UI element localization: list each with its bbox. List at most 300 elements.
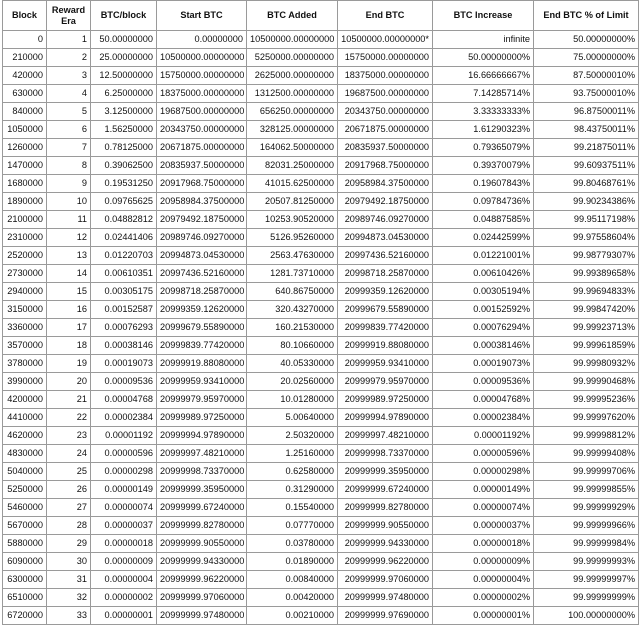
end-btc-percent-cell: 99.99389658% [534, 265, 639, 283]
block-cell: 420000 [3, 67, 47, 85]
btc-added-cell: 5250000.00000000 [247, 49, 338, 67]
reward-era-cell: 19 [47, 355, 91, 373]
table-row [3, 229, 639, 247]
start-btc-cell: 20979492.18750000 [157, 211, 247, 229]
btc-added-cell: 20507.81250000 [247, 193, 338, 211]
table-row [3, 265, 639, 283]
btc-added-cell: 0.07770000 [247, 517, 338, 535]
end-btc-percent-cell: 93.75000010% [534, 85, 639, 103]
table-row [3, 373, 639, 391]
start-btc-cell: 20999989.97250000 [157, 409, 247, 427]
block-cell: 1470000 [3, 157, 47, 175]
btc-per-block-cell: 0.00000004 [91, 571, 157, 589]
start-btc-cell: 18375000.00000000 [157, 85, 247, 103]
end-btc-percent-cell: 99.99923713% [534, 319, 639, 337]
btc-per-block-cell: 0.00610351 [91, 265, 157, 283]
start-btc-cell: 20999999.35950000 [157, 481, 247, 499]
btc-increase-cell: 0.00000037% [433, 517, 534, 535]
end-btc-percent-cell: 99.99990468% [534, 373, 639, 391]
btc-added-cell: 82031.25000000 [247, 157, 338, 175]
btc-added-cell: 0.15540000 [247, 499, 338, 517]
btc-per-block-cell: 0.01220703 [91, 247, 157, 265]
end-btc-percent-cell: 99.99999997% [534, 571, 639, 589]
table-row [3, 157, 639, 175]
end-btc-cell: 20835937.50000000 [338, 139, 433, 157]
btc-added-cell: 0.00840000 [247, 571, 338, 589]
reward-era-cell: 15 [47, 283, 91, 301]
reward-era-cell: 9 [47, 175, 91, 193]
block-cell: 6300000 [3, 571, 47, 589]
block-cell: 5670000 [3, 517, 47, 535]
btc-increase-cell: 0.04887585% [433, 211, 534, 229]
table-row [3, 463, 639, 481]
end-btc-percent-cell: 100.00000000% [534, 607, 639, 625]
btc-increase-cell: 0.19607843% [433, 175, 534, 193]
start-btc-cell: 20999979.95970000 [157, 391, 247, 409]
table-row [3, 193, 639, 211]
btc-added-cell: 41015.62500000 [247, 175, 338, 193]
reward-era-cell: 33 [47, 607, 91, 625]
start-btc-cell: 20343750.00000000 [157, 121, 247, 139]
btc-per-block-cell: 0.00000596 [91, 445, 157, 463]
start-btc-cell: 10500000.00000000 [157, 49, 247, 67]
btc-increase-cell: 0.79365079% [433, 139, 534, 157]
reward-era-cell: 28 [47, 517, 91, 535]
start-btc-cell: 20999999.82780000 [157, 517, 247, 535]
table-row [3, 589, 639, 607]
end-btc-percent-cell: 99.99980932% [534, 355, 639, 373]
end-btc-percent-cell: 99.99999929% [534, 499, 639, 517]
reward-era-cell: 29 [47, 535, 91, 553]
block-cell: 4830000 [3, 445, 47, 463]
header-btc-per-block: BTC/block [91, 1, 157, 31]
btc-added-cell: 164062.50000000 [247, 139, 338, 157]
table-row [3, 49, 639, 67]
reward-era-cell: 17 [47, 319, 91, 337]
start-btc-cell: 20917968.75000000 [157, 175, 247, 193]
block-cell: 6090000 [3, 553, 47, 571]
table-row [3, 67, 639, 85]
start-btc-cell: 20999959.93410000 [157, 373, 247, 391]
end-btc-cell: 20999839.77420000 [338, 319, 433, 337]
end-btc-cell: 20671875.00000000 [338, 121, 433, 139]
btc-increase-cell: 0.00002384% [433, 409, 534, 427]
block-cell: 3990000 [3, 373, 47, 391]
end-btc-cell: 20989746.09270000 [338, 211, 433, 229]
block-cell: 2100000 [3, 211, 47, 229]
header-end-btc-percent: End BTC % of Limit [534, 1, 639, 31]
end-btc-cell: 20979492.18750000 [338, 193, 433, 211]
end-btc-cell: 20999999.97060000 [338, 571, 433, 589]
btc-supply-table [2, 0, 639, 625]
end-btc-cell: 20999999.97480000 [338, 589, 433, 607]
end-btc-percent-cell: 99.99999855% [534, 481, 639, 499]
btc-added-cell: 10253.90520000 [247, 211, 338, 229]
table-row [3, 247, 639, 265]
table-row [3, 337, 639, 355]
end-btc-cell: 20998718.25870000 [338, 265, 433, 283]
reward-era-cell: 22 [47, 409, 91, 427]
table-row [3, 553, 639, 571]
btc-per-block-cell: 0.00019073 [91, 355, 157, 373]
start-btc-cell: 15750000.00000000 [157, 67, 247, 85]
table-row [3, 517, 639, 535]
btc-per-block-cell: 0.00000018 [91, 535, 157, 553]
table-row [3, 139, 639, 157]
block-cell: 1050000 [3, 121, 47, 139]
btc-increase-cell: 3.33333333% [433, 103, 534, 121]
btc-added-cell: 5.00640000 [247, 409, 338, 427]
btc-per-block-cell: 3.12500000 [91, 103, 157, 121]
btc-increase-cell: 0.00000002% [433, 589, 534, 607]
header-reward-era: Reward Era [47, 1, 91, 31]
btc-per-block-cell: 0.09765625 [91, 193, 157, 211]
end-btc-percent-cell: 99.99694833% [534, 283, 639, 301]
btc-per-block-cell: 0.19531250 [91, 175, 157, 193]
block-cell: 3360000 [3, 319, 47, 337]
header-start-btc: Start BTC [157, 1, 247, 31]
btc-increase-cell: 0.00000001% [433, 607, 534, 625]
end-btc-cell: 15750000.00000000 [338, 49, 433, 67]
btc-added-cell: 0.31290000 [247, 481, 338, 499]
reward-era-cell: 8 [47, 157, 91, 175]
btc-per-block-cell: 0.00000149 [91, 481, 157, 499]
block-cell: 3780000 [3, 355, 47, 373]
btc-increase-cell: 0.00000009% [433, 553, 534, 571]
end-btc-cell: 19687500.00000000 [338, 85, 433, 103]
btc-increase-cell: 0.01221001% [433, 247, 534, 265]
end-btc-cell: 20999999.35950000 [338, 463, 433, 481]
end-btc-cell: 20999959.93410000 [338, 355, 433, 373]
btc-added-cell: 328125.00000000 [247, 121, 338, 139]
btc-added-cell: 10500000.00000000 [247, 31, 338, 49]
btc-increase-cell: 0.09784736% [433, 193, 534, 211]
end-btc-cell: 20997436.52160000 [338, 247, 433, 265]
btc-per-block-cell: 0.39062500 [91, 157, 157, 175]
btc-increase-cell: 0.00000074% [433, 499, 534, 517]
end-btc-cell: 20999999.94330000 [338, 535, 433, 553]
btc-per-block-cell: 0.00001192 [91, 427, 157, 445]
btc-increase-cell: 0.00305194% [433, 283, 534, 301]
btc-increase-cell: 1.61290323% [433, 121, 534, 139]
end-btc-percent-cell: 99.90234386% [534, 193, 639, 211]
start-btc-cell: 20999839.77420000 [157, 337, 247, 355]
table-row [3, 121, 639, 139]
start-btc-cell: 20835937.50000000 [157, 157, 247, 175]
btc-increase-cell: 0.00610426% [433, 265, 534, 283]
block-cell: 3150000 [3, 301, 47, 319]
btc-added-cell: 2.50320000 [247, 427, 338, 445]
btc-increase-cell: 0.02442599% [433, 229, 534, 247]
btc-added-cell: 640.86750000 [247, 283, 338, 301]
end-btc-percent-cell: 87.50000010% [534, 67, 639, 85]
table-row [3, 499, 639, 517]
start-btc-cell: 20671875.00000000 [157, 139, 247, 157]
btc-per-block-cell: 0.78125000 [91, 139, 157, 157]
reward-era-cell: 18 [47, 337, 91, 355]
reward-era-cell: 16 [47, 301, 91, 319]
end-btc-percent-cell: 99.95117198% [534, 211, 639, 229]
reward-era-cell: 23 [47, 427, 91, 445]
btc-per-block-cell: 50.00000000 [91, 31, 157, 49]
btc-increase-cell: 16.66666667% [433, 67, 534, 85]
start-btc-cell: 20999999.94330000 [157, 553, 247, 571]
block-cell: 210000 [3, 49, 47, 67]
btc-increase-cell: 0.00001192% [433, 427, 534, 445]
end-btc-cell: 20999919.88080000 [338, 337, 433, 355]
end-btc-cell: 20999999.97690000 [338, 607, 433, 625]
table-row [3, 85, 639, 103]
start-btc-cell: 20999679.55890000 [157, 319, 247, 337]
end-btc-percent-cell: 99.60937511% [534, 157, 639, 175]
end-btc-cell: 20999989.97250000 [338, 391, 433, 409]
block-cell: 4200000 [3, 391, 47, 409]
btc-added-cell: 0.00210000 [247, 607, 338, 625]
block-cell: 5040000 [3, 463, 47, 481]
end-btc-percent-cell: 99.99995236% [534, 391, 639, 409]
reward-era-cell: 30 [47, 553, 91, 571]
reward-era-cell: 4 [47, 85, 91, 103]
reward-era-cell: 21 [47, 391, 91, 409]
btc-per-block-cell: 0.00076293 [91, 319, 157, 337]
header-row [3, 1, 639, 31]
reward-era-cell: 24 [47, 445, 91, 463]
end-btc-percent-cell: 99.99999706% [534, 463, 639, 481]
btc-per-block-cell: 0.00000074 [91, 499, 157, 517]
end-btc-cell: 20917968.75000000 [338, 157, 433, 175]
end-btc-percent-cell: 99.99999984% [534, 535, 639, 553]
reward-era-cell: 5 [47, 103, 91, 121]
btc-per-block-cell: 0.00000037 [91, 517, 157, 535]
btc-per-block-cell: 25.00000000 [91, 49, 157, 67]
reward-era-cell: 25 [47, 463, 91, 481]
table-row [3, 427, 639, 445]
start-btc-cell: 20999999.96220000 [157, 571, 247, 589]
btc-per-block-cell: 0.00004768 [91, 391, 157, 409]
btc-increase-cell: 50.00000000% [433, 49, 534, 67]
end-btc-cell: 18375000.00000000 [338, 67, 433, 85]
btc-added-cell: 656250.00000000 [247, 103, 338, 121]
btc-per-block-cell: 12.50000000 [91, 67, 157, 85]
table-row [3, 301, 639, 319]
end-btc-percent-cell: 99.99999999% [534, 589, 639, 607]
btc-per-block-cell: 6.25000000 [91, 85, 157, 103]
reward-era-cell: 2 [47, 49, 91, 67]
btc-per-block-cell: 0.00000002 [91, 589, 157, 607]
reward-era-cell: 20 [47, 373, 91, 391]
end-btc-percent-cell: 75.00000000% [534, 49, 639, 67]
block-cell: 2520000 [3, 247, 47, 265]
table-body [3, 31, 639, 625]
start-btc-cell: 0.00000000 [157, 31, 247, 49]
table-row [3, 31, 639, 49]
end-btc-cell: 10500000.00000000* [338, 31, 433, 49]
end-btc-cell: 20999679.55890000 [338, 301, 433, 319]
end-btc-percent-cell: 96.87500011% [534, 103, 639, 121]
btc-per-block-cell: 0.04882812 [91, 211, 157, 229]
btc-per-block-cell: 0.00000001 [91, 607, 157, 625]
table-row [3, 319, 639, 337]
start-btc-cell: 20997436.52160000 [157, 265, 247, 283]
start-btc-cell: 20999999.97060000 [157, 589, 247, 607]
reward-era-cell: 10 [47, 193, 91, 211]
end-btc-percent-cell: 99.99997620% [534, 409, 639, 427]
end-btc-cell: 20999994.97890000 [338, 409, 433, 427]
btc-increase-cell: 0.00009536% [433, 373, 534, 391]
end-btc-cell: 20958984.37500000 [338, 175, 433, 193]
end-btc-cell: 20999999.67240000 [338, 481, 433, 499]
table-row [3, 211, 639, 229]
start-btc-cell: 20999999.67240000 [157, 499, 247, 517]
start-btc-cell: 20958984.37500000 [157, 193, 247, 211]
end-btc-percent-cell: 99.99999993% [534, 553, 639, 571]
block-cell: 0 [3, 31, 47, 49]
table-row [3, 445, 639, 463]
start-btc-cell: 20999359.12620000 [157, 301, 247, 319]
header-block: Block [3, 1, 47, 31]
reward-era-cell: 27 [47, 499, 91, 517]
reward-era-cell: 26 [47, 481, 91, 499]
end-btc-cell: 20999999.96220000 [338, 553, 433, 571]
reward-era-cell: 13 [47, 247, 91, 265]
btc-added-cell: 320.43270000 [247, 301, 338, 319]
btc-per-block-cell: 0.00000298 [91, 463, 157, 481]
btc-per-block-cell: 0.00152587 [91, 301, 157, 319]
header-btc-added: BTC Added [247, 1, 338, 31]
btc-added-cell: 20.02560000 [247, 373, 338, 391]
block-cell: 630000 [3, 85, 47, 103]
reward-era-cell: 14 [47, 265, 91, 283]
reward-era-cell: 1 [47, 31, 91, 49]
reward-era-cell: 31 [47, 571, 91, 589]
btc-added-cell: 1.25160000 [247, 445, 338, 463]
block-cell: 1260000 [3, 139, 47, 157]
block-cell: 2310000 [3, 229, 47, 247]
header-end-btc: End BTC [338, 1, 433, 31]
end-btc-percent-cell: 99.97558604% [534, 229, 639, 247]
reward-era-cell: 12 [47, 229, 91, 247]
start-btc-cell: 20998718.25870000 [157, 283, 247, 301]
btc-per-block-cell: 1.56250000 [91, 121, 157, 139]
end-btc-percent-cell: 99.98779307% [534, 247, 639, 265]
btc-added-cell: 80.10660000 [247, 337, 338, 355]
btc-increase-cell: infinite [433, 31, 534, 49]
end-btc-cell: 20994873.04530000 [338, 229, 433, 247]
block-cell: 840000 [3, 103, 47, 121]
end-btc-cell: 20999979.95970000 [338, 373, 433, 391]
btc-per-block-cell: 0.02441406 [91, 229, 157, 247]
btc-per-block-cell: 0.00000009 [91, 553, 157, 571]
block-cell: 4410000 [3, 409, 47, 427]
end-btc-percent-cell: 99.99999408% [534, 445, 639, 463]
start-btc-cell: 20999999.97480000 [157, 607, 247, 625]
block-cell: 4620000 [3, 427, 47, 445]
table-row [3, 571, 639, 589]
btc-increase-cell: 0.00000149% [433, 481, 534, 499]
btc-added-cell: 0.00420000 [247, 589, 338, 607]
btc-added-cell: 1312500.00000000 [247, 85, 338, 103]
end-btc-percent-cell: 99.99999966% [534, 517, 639, 535]
table-row [3, 607, 639, 625]
btc-increase-cell: 0.00000298% [433, 463, 534, 481]
btc-added-cell: 10.01280000 [247, 391, 338, 409]
btc-added-cell: 2563.47630000 [247, 247, 338, 265]
btc-increase-cell: 0.00019073% [433, 355, 534, 373]
block-cell: 2730000 [3, 265, 47, 283]
table-row [3, 409, 639, 427]
end-btc-percent-cell: 99.99998812% [534, 427, 639, 445]
btc-added-cell: 2625000.00000000 [247, 67, 338, 85]
end-btc-cell: 20999999.90550000 [338, 517, 433, 535]
btc-increase-cell: 0.39370079% [433, 157, 534, 175]
block-cell: 1890000 [3, 193, 47, 211]
reward-era-cell: 3 [47, 67, 91, 85]
btc-added-cell: 160.21530000 [247, 319, 338, 337]
btc-added-cell: 1281.73710000 [247, 265, 338, 283]
btc-increase-cell: 0.00038146% [433, 337, 534, 355]
start-btc-cell: 20999999.90550000 [157, 535, 247, 553]
btc-increase-cell: 7.14285714% [433, 85, 534, 103]
btc-added-cell: 40.05330000 [247, 355, 338, 373]
btc-per-block-cell: 0.00009536 [91, 373, 157, 391]
end-btc-percent-cell: 99.99961859% [534, 337, 639, 355]
block-cell: 5880000 [3, 535, 47, 553]
end-btc-cell: 20343750.00000000 [338, 103, 433, 121]
start-btc-cell: 20999998.73370000 [157, 463, 247, 481]
block-cell: 3570000 [3, 337, 47, 355]
table-row [3, 481, 639, 499]
reward-era-cell: 7 [47, 139, 91, 157]
reward-era-cell: 11 [47, 211, 91, 229]
start-btc-cell: 20999997.48210000 [157, 445, 247, 463]
btc-increase-cell: 0.00152592% [433, 301, 534, 319]
end-btc-cell: 20999999.82780000 [338, 499, 433, 517]
start-btc-cell: 20999994.97890000 [157, 427, 247, 445]
table-row [3, 175, 639, 193]
block-cell: 5250000 [3, 481, 47, 499]
reward-era-cell: 6 [47, 121, 91, 139]
end-btc-percent-cell: 98.43750011% [534, 121, 639, 139]
table-row [3, 535, 639, 553]
header-btc-increase: BTC Increase [433, 1, 534, 31]
block-cell: 6510000 [3, 589, 47, 607]
btc-added-cell: 0.03780000 [247, 535, 338, 553]
table-row [3, 391, 639, 409]
btc-increase-cell: 0.00076294% [433, 319, 534, 337]
end-btc-cell: 20999998.73370000 [338, 445, 433, 463]
end-btc-percent-cell: 99.99847420% [534, 301, 639, 319]
btc-increase-cell: 0.00000018% [433, 535, 534, 553]
block-cell: 1680000 [3, 175, 47, 193]
btc-increase-cell: 0.00004768% [433, 391, 534, 409]
btc-added-cell: 5126.95260000 [247, 229, 338, 247]
end-btc-percent-cell: 50.00000000% [534, 31, 639, 49]
table-row [3, 103, 639, 121]
btc-increase-cell: 0.00000004% [433, 571, 534, 589]
end-btc-cell: 20999997.48210000 [338, 427, 433, 445]
block-cell: 6720000 [3, 607, 47, 625]
btc-per-block-cell: 0.00002384 [91, 409, 157, 427]
table-row [3, 355, 639, 373]
btc-per-block-cell: 0.00305175 [91, 283, 157, 301]
end-btc-percent-cell: 99.21875011% [534, 139, 639, 157]
btc-per-block-cell: 0.00038146 [91, 337, 157, 355]
btc-added-cell: 0.62580000 [247, 463, 338, 481]
start-btc-cell: 19687500.00000000 [157, 103, 247, 121]
btc-added-cell: 0.01890000 [247, 553, 338, 571]
end-btc-percent-cell: 99.80468761% [534, 175, 639, 193]
start-btc-cell: 20989746.09270000 [157, 229, 247, 247]
